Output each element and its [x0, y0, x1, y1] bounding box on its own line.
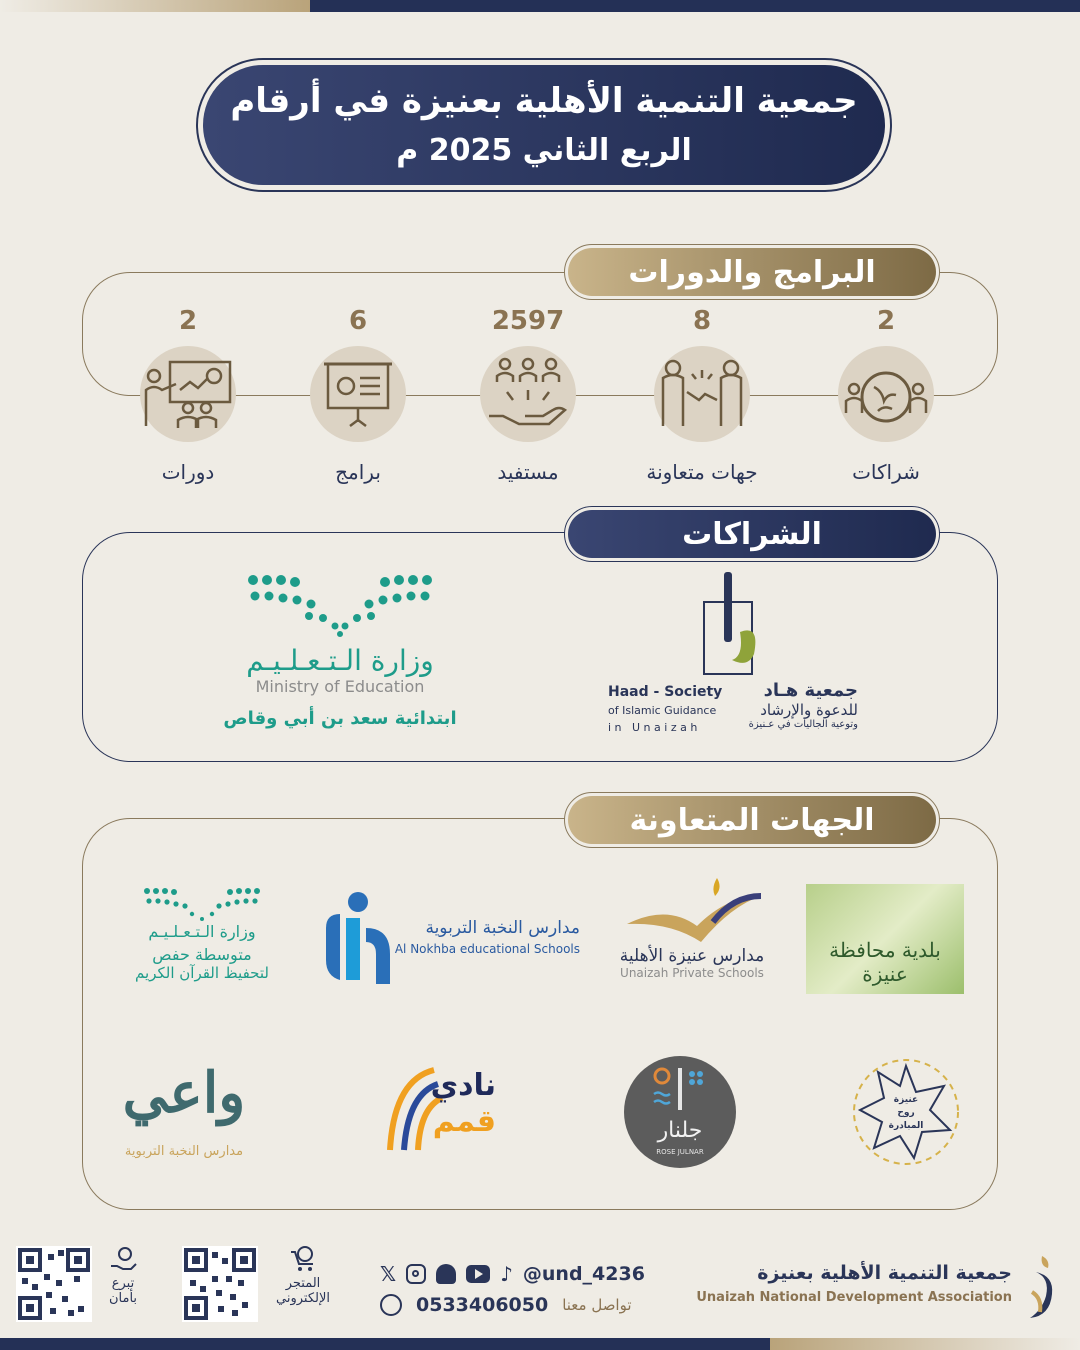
haad-en-name: Haad - Society	[608, 684, 723, 700]
contact-label: تواصل معنا	[562, 1296, 632, 1314]
phone-number[interactable]: 0533406050	[416, 1294, 549, 1316]
nokhba-emblem-icon	[320, 888, 398, 988]
top-accent-navy	[310, 0, 1080, 12]
julnar-logo	[624, 1056, 736, 1168]
open-book-flame-icon	[617, 874, 767, 946]
qimam-club-logo	[384, 1056, 496, 1168]
haad-ar-line2: للدعوة والإرشاد	[760, 701, 858, 719]
stat-value: 2597	[491, 306, 565, 336]
rawd-almubadara-logo	[850, 1056, 962, 1168]
rawd-line3: المبادرة	[888, 1121, 924, 1131]
nokhba-en-name: Al Nokhba educational Schools	[394, 942, 580, 956]
org-emblem-icon	[1022, 1252, 1062, 1326]
moe-partner-logo	[210, 572, 470, 742]
moe-dots-icon	[245, 572, 435, 638]
store-line2: الإلكتروني	[276, 1291, 330, 1306]
moe-hafs-logo	[104, 886, 300, 1002]
stat-programs	[288, 306, 428, 484]
page-title: جمعية التنمية الأهلية بعنيزة في أرقام	[230, 81, 858, 121]
donate-line2: بأمان	[108, 1291, 138, 1306]
snapchat-icon[interactable]	[436, 1264, 456, 1284]
qr-code-icon	[16, 1246, 92, 1322]
rawd-line2: روح	[897, 1108, 915, 1118]
youtube-icon[interactable]	[466, 1265, 490, 1283]
store-qr-code[interactable]	[182, 1246, 258, 1322]
tiktok-icon[interactable]: ♪	[500, 1262, 513, 1286]
stat-courses	[118, 306, 258, 484]
haad-en-line2: of Islamic Guidance	[608, 704, 717, 717]
stat-label: مستفيد	[497, 460, 559, 484]
org-name-ar: جمعية التنمية الأهلية بعنيزة	[757, 1262, 1012, 1284]
trainer-class-icon	[140, 346, 236, 442]
stat-label: برامج	[335, 460, 381, 484]
store-link[interactable]	[262, 1246, 344, 1306]
contact-row	[380, 1294, 632, 1316]
cart-globe-icon	[289, 1246, 317, 1272]
top-accent-gold	[0, 0, 310, 12]
waee-sub: مدارس النخبة التربوية	[124, 1144, 244, 1159]
donate-line1: تبرع	[111, 1276, 135, 1291]
haad-emblem-icon	[700, 572, 770, 676]
stat-value: 2	[178, 306, 198, 336]
hafs-line1: متوسطة حفص	[152, 945, 252, 964]
x-icon[interactable]: 𝕏	[380, 1262, 397, 1286]
moe-dots-small-icon	[142, 886, 262, 922]
hafs-line2: لتحفيظ القرآن الكريم	[135, 964, 269, 982]
haad-ar-name: جمعية هـاد	[763, 680, 858, 701]
haad-en-line3: i n U n a i z a h	[608, 721, 698, 734]
unaizah-private-schools-logo	[606, 874, 778, 1010]
nokhba-schools-logo	[320, 888, 582, 992]
julnar-en: ROSE JULNAR	[656, 1148, 704, 1156]
hand-coin-icon	[109, 1246, 137, 1272]
stat-label: جهات متعاونة	[646, 460, 758, 484]
presentation-board-icon	[310, 346, 406, 442]
store-line1: المتجر	[285, 1276, 321, 1291]
stat-cooperating	[632, 306, 772, 484]
stat-beneficiaries	[458, 306, 598, 484]
stat-label: دورات	[161, 460, 215, 484]
moe-ar-name: وزارة الـتـعـلـيـم	[246, 644, 434, 677]
page-subtitle: الربع الثاني 2025 م	[396, 133, 692, 168]
whatsapp-icon[interactable]	[380, 1294, 402, 1316]
bottom-accent-navy	[0, 1338, 770, 1350]
qr-code-icon	[182, 1246, 258, 1322]
bottom-accent-gold	[770, 1338, 1080, 1350]
qimam-line2: قمم	[432, 1104, 496, 1139]
title-banner	[196, 58, 892, 192]
julnar-emblem-icon	[650, 1064, 710, 1114]
baladiya-name: بلدية محافظة عنيزة	[829, 938, 941, 986]
baladiya-unaizah-logo	[806, 884, 964, 994]
donate-qr-code[interactable]	[16, 1246, 92, 1322]
waee-logo	[112, 1056, 256, 1168]
unaizah-private-en: Unaizah Private Schools	[620, 966, 764, 980]
handshake-people-icon	[654, 346, 750, 442]
social-handle[interactable]: @und_4236	[522, 1263, 645, 1285]
stat-value: 2	[876, 306, 896, 336]
cooperating-label: الجهات المتعاونة	[564, 792, 940, 848]
instagram-icon[interactable]	[406, 1264, 426, 1284]
unaizah-private-ar: مدارس عنيزة الأهلية	[619, 946, 765, 966]
waee-ar: واعي	[122, 1060, 246, 1126]
qimam-line1: نادي	[430, 1068, 496, 1103]
social-row	[380, 1262, 645, 1286]
programs-label: البرامج والدورات	[564, 244, 940, 300]
partnerships-label: الشراكات	[564, 506, 940, 562]
moe-school-name: ابتدائية سعد بن أبي وقاص	[223, 708, 457, 729]
haad-society-logo	[604, 572, 864, 748]
moe-hafs-ar-name: وزارة الـتـعـلـيـم	[148, 922, 256, 941]
stat-label: شراكات	[852, 460, 920, 484]
rawd-line1: عنيزة	[893, 1095, 919, 1105]
donate-link[interactable]	[96, 1246, 150, 1306]
hand-people-icon	[480, 346, 576, 442]
haad-ar-line3: وتوعية الجاليات في عـنيزة	[748, 719, 858, 730]
org-name-en: Unaizah National Development Association	[696, 1290, 1012, 1305]
julnar-ar: جلنار	[657, 1118, 703, 1143]
stat-value: 6	[348, 306, 368, 336]
stat-value: 8	[692, 306, 712, 336]
nokhba-ar-name: مدارس النخبة التربوية	[425, 918, 580, 938]
stat-partnerships	[816, 306, 956, 484]
moe-en-name: Ministry of Education	[255, 677, 425, 696]
globe-people-icon	[838, 346, 934, 442]
